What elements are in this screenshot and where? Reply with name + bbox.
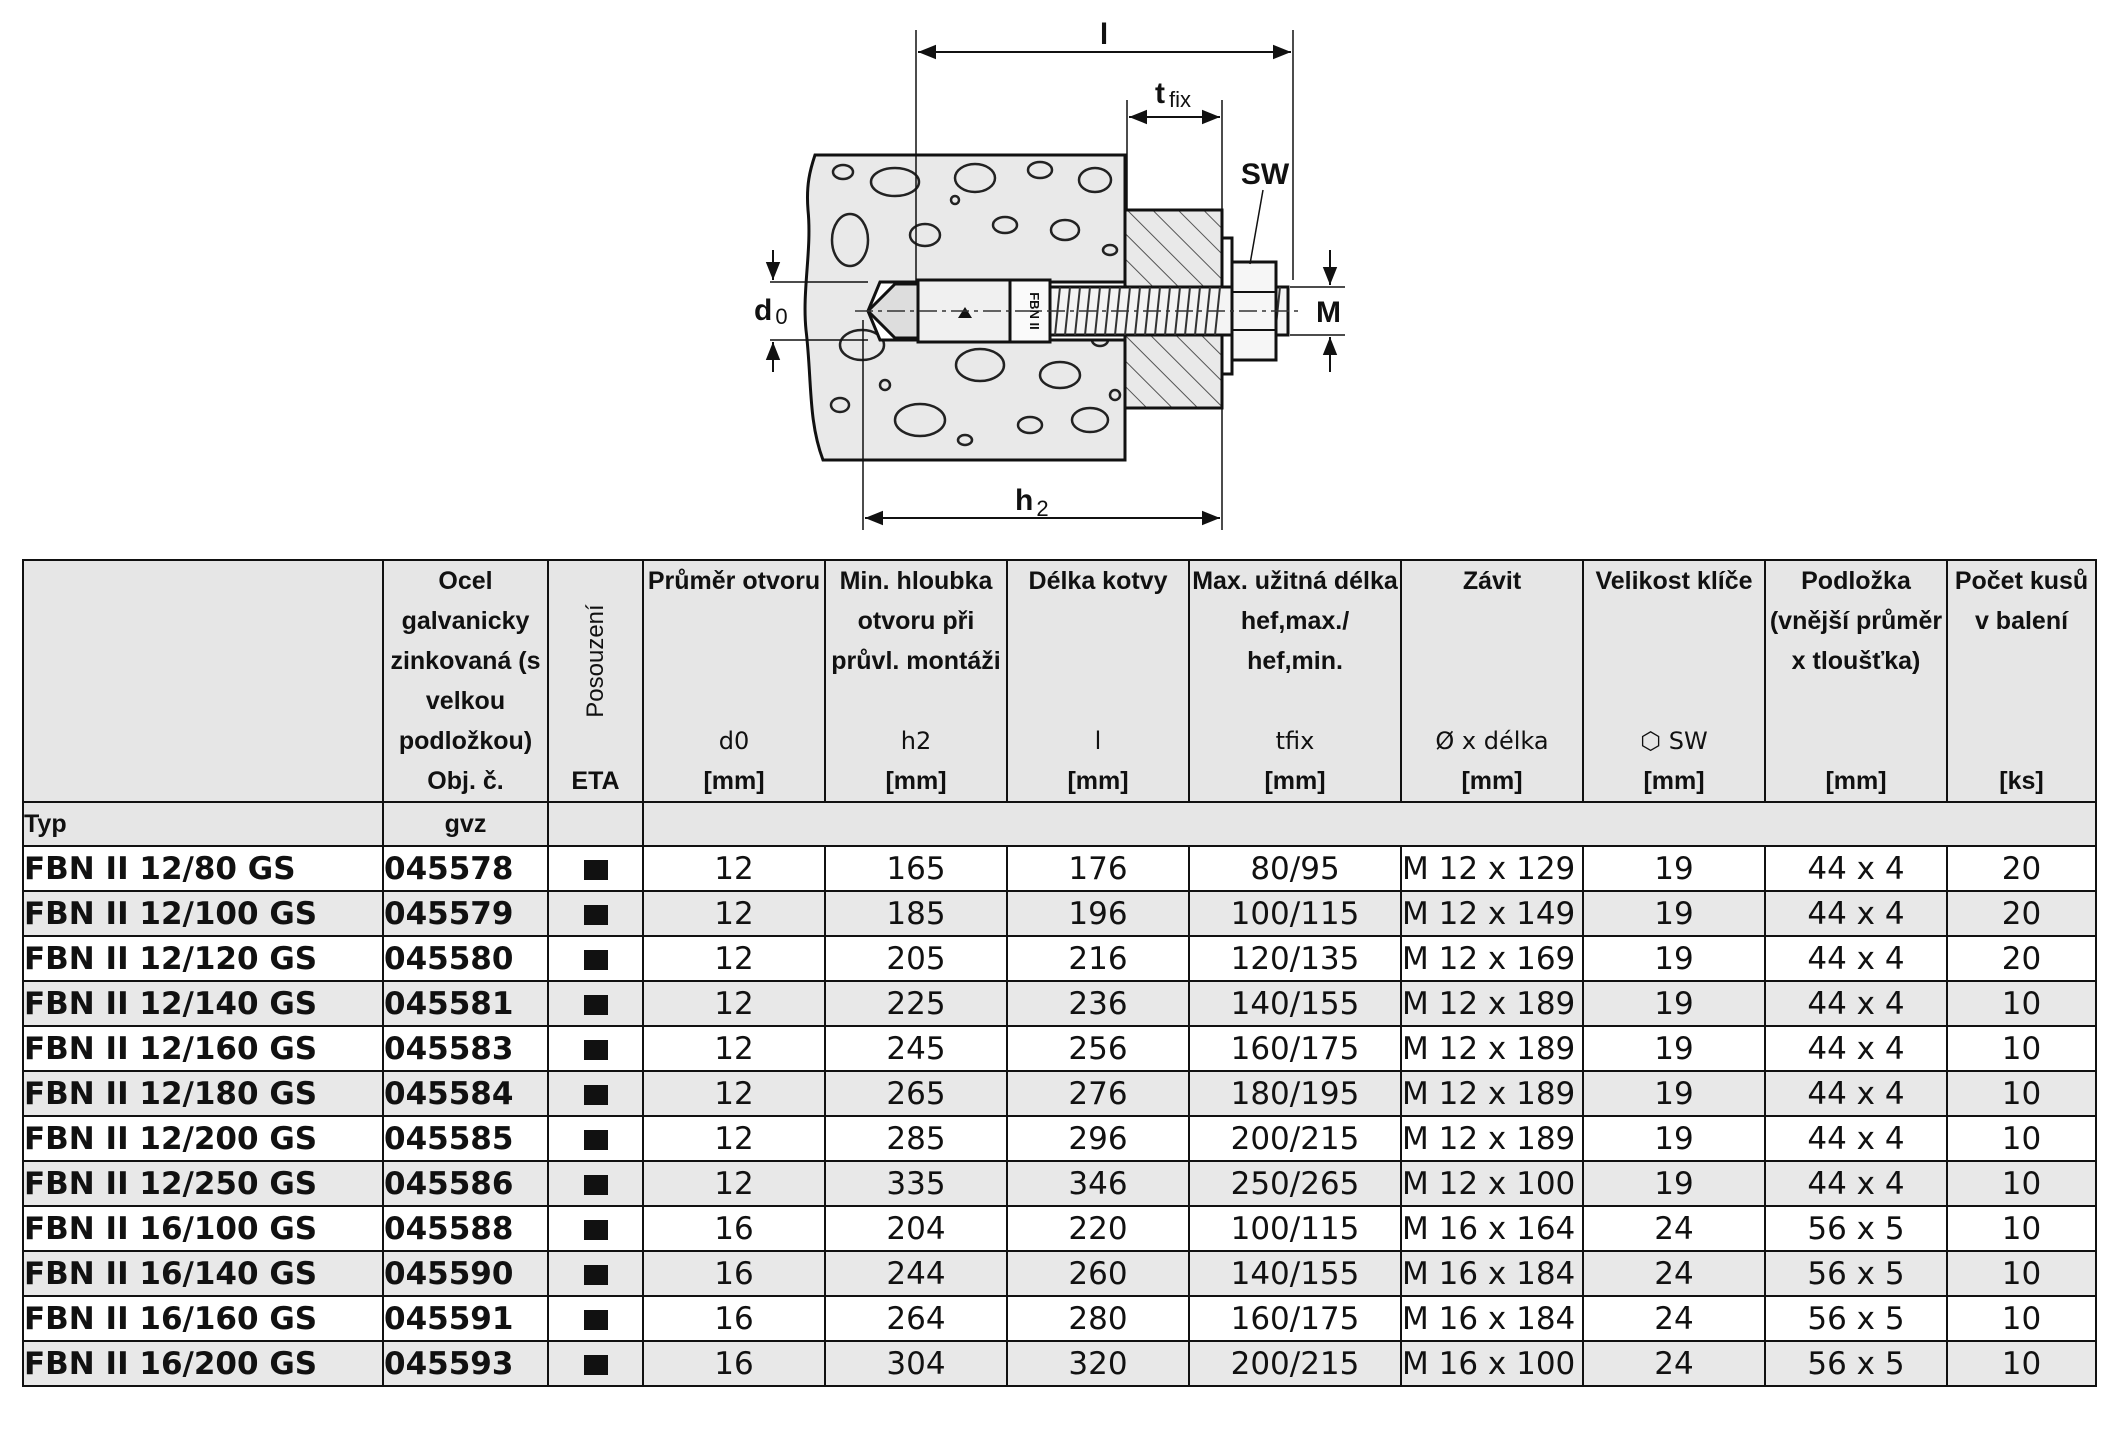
header-washer: Podložka (vnější průměr x tloušťka) [mm] <box>1765 560 1947 802</box>
order-number: 045581 <box>383 981 548 1026</box>
wrench-size: 19 <box>1583 1026 1765 1071</box>
min-hole-depth: 264 <box>825 1296 1007 1341</box>
label-tfix-sub: fix <box>1169 87 1191 112</box>
order-number: 045588 <box>383 1206 548 1251</box>
dimension-tfix <box>1127 77 1222 210</box>
washer-size: 56 x 5 <box>1765 1251 1947 1296</box>
table-row <box>23 1026 2096 1071</box>
wrench-size: 24 <box>1583 1341 1765 1386</box>
anchor-length: 260 <box>1007 1251 1189 1296</box>
label-h2-sub: 2 <box>1036 496 1049 521</box>
label-h2: h <box>1015 484 1034 517</box>
svg-text:tfix <box>1155 77 1191 112</box>
usable-length: 120/135 <box>1189 936 1401 981</box>
product-name: FBN II 12/100 GS <box>23 891 383 936</box>
dimension-sw <box>1241 158 1290 264</box>
eta-marker <box>548 1206 643 1251</box>
pack-quantity: 10 <box>1947 1116 2096 1161</box>
pack-quantity: 10 <box>1947 981 2096 1026</box>
table-row <box>23 1116 2096 1161</box>
thread-size: M 12 x 149 <box>1401 891 1583 936</box>
anchor-length: 320 <box>1007 1341 1189 1386</box>
pack-quantity: 10 <box>1947 1026 2096 1071</box>
order-number: 045584 <box>383 1071 548 1116</box>
eta-marker <box>548 1161 643 1206</box>
svg-text:h2 <box>1015 484 1049 521</box>
hole-diameter: 12 <box>643 936 825 981</box>
anchor-length: 280 <box>1007 1296 1189 1341</box>
usable-length: 100/115 <box>1189 891 1401 936</box>
pack-quantity: 10 <box>1947 1161 2096 1206</box>
hole-diameter: 12 <box>643 1026 825 1071</box>
anchor-length: 296 <box>1007 1116 1189 1161</box>
eta-marker <box>548 981 643 1026</box>
eta-marker <box>548 936 643 981</box>
usable-length: 140/155 <box>1189 981 1401 1026</box>
eta-square-icon <box>584 1175 608 1195</box>
anchor-length: 220 <box>1007 1206 1189 1251</box>
anchor-length: 216 <box>1007 936 1189 981</box>
washer-size: 44 x 4 <box>1765 1116 1947 1161</box>
min-hole-depth: 265 <box>825 1071 1007 1116</box>
eta-square-icon <box>584 1310 608 1330</box>
wrench-size: 24 <box>1583 1251 1765 1296</box>
table-row <box>23 1251 2096 1296</box>
min-hole-depth: 205 <box>825 936 1007 981</box>
hole-diameter: 16 <box>643 1296 825 1341</box>
eta-marker <box>548 846 643 891</box>
eta-square-icon <box>584 950 608 970</box>
wrench-size: 19 <box>1583 1161 1765 1206</box>
svg-text:d0 <box>754 294 788 329</box>
order-number: 045580 <box>383 936 548 981</box>
label-sw: SW <box>1240 158 1290 191</box>
header-hole-diameter: Průměr otvoru d0 [mm] <box>643 560 825 802</box>
washer-size: 44 x 4 <box>1765 891 1947 936</box>
washer-size: 44 x 4 <box>1765 936 1947 981</box>
product-name: FBN II 16/140 GS <box>23 1251 383 1296</box>
eta-marker <box>548 1116 643 1161</box>
label-d0: d <box>754 294 773 327</box>
eta-square-icon <box>584 1355 608 1375</box>
wrench-size: 19 <box>1583 981 1765 1026</box>
usable-length: 100/115 <box>1189 1206 1401 1251</box>
label-l: l <box>1099 18 1109 51</box>
thread-size: M 16 x 164 <box>1401 1206 1583 1251</box>
eta-square-icon <box>584 1085 608 1105</box>
wrench-size: 19 <box>1583 936 1765 981</box>
thread-size: M 16 x 100 <box>1401 1341 1583 1386</box>
hole-diameter: 16 <box>643 1251 825 1296</box>
usable-length: 180/195 <box>1189 1071 1401 1116</box>
hole-diameter: 12 <box>643 891 825 936</box>
table-row <box>23 936 2096 981</box>
order-number: 045590 <box>383 1251 548 1296</box>
label-d0-sub: 0 <box>775 304 788 329</box>
eta-marker <box>548 1026 643 1071</box>
product-name: FBN II 12/160 GS <box>23 1026 383 1071</box>
header-steel: Ocel galvanicky zinkovaná (s velkou podložkou) Obj. č. <box>383 560 548 802</box>
order-number: 045578 <box>383 846 548 891</box>
wrench-size: 19 <box>1583 891 1765 936</box>
table-row <box>23 846 2096 891</box>
subheader-gvz: gvz <box>383 802 548 846</box>
thread-size: M 12 x 129 <box>1401 846 1583 891</box>
order-number: 045585 <box>383 1116 548 1161</box>
product-name: FBN II 12/80 GS <box>23 846 383 891</box>
eta-square-icon <box>584 1220 608 1240</box>
wrench-size: 19 <box>1583 1116 1765 1161</box>
eta-marker <box>548 1341 643 1386</box>
washer-size: 44 x 4 <box>1765 1071 1947 1116</box>
usable-length: 160/175 <box>1189 1296 1401 1341</box>
wrench-size: 19 <box>1583 846 1765 891</box>
table-header-row <box>23 560 2096 802</box>
header-thread: Závit Ø x délka [mm] <box>1401 560 1583 802</box>
pack-quantity: 10 <box>1947 1071 2096 1116</box>
thread-size: M 12 x 189 <box>1401 981 1583 1026</box>
anchor-length: 196 <box>1007 891 1189 936</box>
min-hole-depth: 204 <box>825 1206 1007 1251</box>
pack-quantity: 10 <box>1947 1296 2096 1341</box>
thread-size: M 12 x 189 <box>1401 1026 1583 1071</box>
hole-diameter: 12 <box>643 1071 825 1116</box>
min-hole-depth: 185 <box>825 891 1007 936</box>
usable-length: 200/215 <box>1189 1341 1401 1386</box>
min-hole-depth: 244 <box>825 1251 1007 1296</box>
hole-diameter: 12 <box>643 981 825 1026</box>
hole-diameter: 12 <box>643 846 825 891</box>
pack-quantity: 20 <box>1947 936 2096 981</box>
anchor-length: 346 <box>1007 1161 1189 1206</box>
sleeve-label: FBN II <box>1027 292 1042 330</box>
product-name: FBN II 12/120 GS <box>23 936 383 981</box>
label-m: M <box>1316 296 1341 329</box>
eta-square-icon <box>584 1130 608 1150</box>
washer-size: 44 x 4 <box>1765 1026 1947 1071</box>
table-row <box>23 1296 2096 1341</box>
pack-quantity: 10 <box>1947 1341 2096 1386</box>
table-row <box>23 1341 2096 1386</box>
thread-size: M 12 x 100 <box>1401 1161 1583 1206</box>
min-hole-depth: 335 <box>825 1161 1007 1206</box>
min-hole-depth: 165 <box>825 846 1007 891</box>
eta-square-icon <box>584 995 608 1015</box>
label-tfix: t <box>1155 77 1165 110</box>
header-anchor-length: Délka kotvy l [mm] <box>1007 560 1189 802</box>
pack-quantity: 20 <box>1947 846 2096 891</box>
pack-quantity: 20 <box>1947 891 2096 936</box>
header-min-hole-depth: Min. hloubka otvoru při průvl. montáži h2 [mm] <box>825 560 1007 802</box>
product-name: FBN II 12/250 GS <box>23 1161 383 1206</box>
product-name: FBN II 16/160 GS <box>23 1296 383 1341</box>
eta-marker <box>548 1296 643 1341</box>
eta-square-icon <box>584 1040 608 1060</box>
usable-length: 200/215 <box>1189 1116 1401 1161</box>
order-number: 045591 <box>383 1296 548 1341</box>
order-number: 045579 <box>383 891 548 936</box>
hole-diameter: 12 <box>643 1116 825 1161</box>
wrench-size: 24 <box>1583 1206 1765 1251</box>
pack-quantity: 10 <box>1947 1206 2096 1251</box>
table-row <box>23 891 2096 936</box>
usable-length: 140/155 <box>1189 1251 1401 1296</box>
thread-size: M 16 x 184 <box>1401 1251 1583 1296</box>
washer-size: 44 x 4 <box>1765 981 1947 1026</box>
header-empty <box>23 560 383 802</box>
subheader-typ: Typ <box>23 802 383 846</box>
table-row <box>23 1206 2096 1251</box>
anchor-length: 276 <box>1007 1071 1189 1116</box>
dimension-m <box>1290 250 1345 372</box>
wrench-size: 19 <box>1583 1071 1765 1116</box>
product-name: FBN II 12/200 GS <box>23 1116 383 1161</box>
anchor-length: 236 <box>1007 981 1189 1026</box>
order-number: 045583 <box>383 1026 548 1071</box>
eta-square-icon <box>584 1265 608 1285</box>
anchor-drawing <box>0 0 2108 540</box>
usable-length: 160/175 <box>1189 1026 1401 1071</box>
washer-size: 44 x 4 <box>1765 846 1947 891</box>
min-hole-depth: 225 <box>825 981 1007 1026</box>
header-wrench-size: Velikost klíče ⬡ SW [mm] <box>1583 560 1765 802</box>
header-pack-qty: Počet kusů v balení [ks] <box>1947 560 2096 802</box>
product-name: FBN II 16/100 GS <box>23 1206 383 1251</box>
washer-size: 56 x 5 <box>1765 1296 1947 1341</box>
table-row <box>23 981 2096 1026</box>
hole-diameter: 12 <box>643 1161 825 1206</box>
eta-square-icon <box>584 860 608 880</box>
washer-size: 44 x 4 <box>1765 1161 1947 1206</box>
thread-size: M 16 x 184 <box>1401 1296 1583 1341</box>
anchor-length: 176 <box>1007 846 1189 891</box>
eta-square-icon <box>584 905 608 925</box>
min-hole-depth: 245 <box>825 1026 1007 1071</box>
usable-length: 250/265 <box>1189 1161 1401 1206</box>
table-row <box>23 1161 2096 1206</box>
washer-size: 56 x 5 <box>1765 1206 1947 1251</box>
product-name: FBN II 12/180 GS <box>23 1071 383 1116</box>
spec-table <box>22 559 2097 1387</box>
order-number: 045593 <box>383 1341 548 1386</box>
hole-diameter: 16 <box>643 1206 825 1251</box>
table-row <box>23 1071 2096 1116</box>
header-assessment: Posouzení ETA <box>548 560 643 802</box>
usable-length: 80/95 <box>1189 846 1401 891</box>
eta-marker <box>548 1071 643 1116</box>
anchor-length: 256 <box>1007 1026 1189 1071</box>
header-usable-length: Max. užitná délka hef,max./ hef,min. tfix [mm] <box>1189 560 1401 802</box>
thread-size: M 12 x 189 <box>1401 1116 1583 1161</box>
order-number: 045586 <box>383 1161 548 1206</box>
min-hole-depth: 285 <box>825 1116 1007 1161</box>
eta-marker <box>548 891 643 936</box>
eta-marker <box>548 1251 643 1296</box>
washer-size: 56 x 5 <box>1765 1341 1947 1386</box>
hole-diameter: 16 <box>643 1341 825 1386</box>
thread-size: M 12 x 189 <box>1401 1071 1583 1116</box>
min-hole-depth: 304 <box>825 1341 1007 1386</box>
table-subheader-row <box>23 802 2096 846</box>
wrench-size: 24 <box>1583 1296 1765 1341</box>
product-name: FBN II 16/200 GS <box>23 1341 383 1386</box>
product-name: FBN II 12/140 GS <box>23 981 383 1026</box>
pack-quantity: 10 <box>1947 1251 2096 1296</box>
thread-size: M 12 x 169 <box>1401 936 1583 981</box>
